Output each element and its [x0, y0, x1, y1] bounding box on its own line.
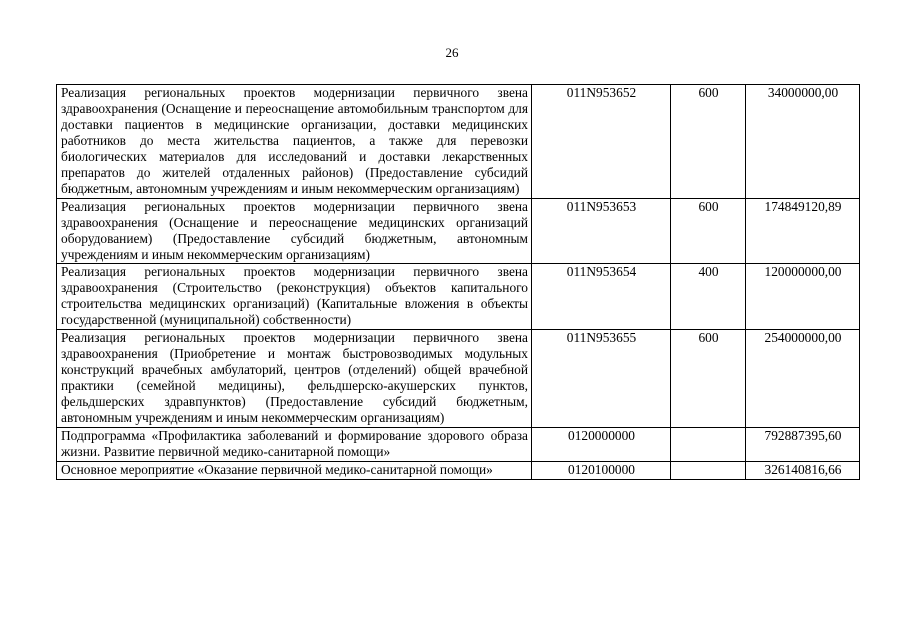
table-row — [57, 85, 860, 199]
expense-name-cell: Реализация региональных проектов модернизации первичного звена здравоохранения (Строительство (реконструкция) объектов капитального строительства медицинских организаций) (Капитальные вложения в объекты государственной (муниципальной) собственности) — [57, 264, 532, 330]
amount-cell: 34000000,00 — [746, 85, 860, 199]
expense-name-cell: Реализация региональных проектов модернизации первичного звена здравоохранения (Оснащение и переоснащение автомобильным транспортом для доставки пациентов в медицинские организации, доставки медицинских работников до места жительства пациентов, а также для перевозки биологических материалов для исследований и доставки лекарственных препаратов до жителей отдаленных районов) (Предоставление субсидий бюджетным, автономным учреждениям и иным некоммерческим организациям) — [57, 85, 532, 199]
amount-cell: 254000000,00 — [746, 330, 860, 428]
target-article-code-cell: 011N953655 — [532, 330, 671, 428]
table-row — [57, 428, 860, 462]
amount-cell: 326140816,66 — [746, 461, 860, 479]
table-row — [57, 198, 860, 264]
expense-type-cell: 600 — [671, 198, 746, 264]
target-article-code-cell: 011N953652 — [532, 85, 671, 199]
amount-cell: 120000000,00 — [746, 264, 860, 330]
expense-type-cell: 600 — [671, 330, 746, 428]
expense-name-cell: Реализация региональных проектов модернизации первичного звена здравоохранения (Оснащение и переоснащение медицинских организаций оборудованием) (Предоставление субсидий бюджетным, автономным учреждениям и иным некоммерческим организациям) — [57, 198, 532, 264]
expense-type-cell: 400 — [671, 264, 746, 330]
page-number: 26 — [445, 45, 459, 60]
target-article-code-cell: 011N953654 — [532, 264, 671, 330]
table-row — [57, 461, 860, 479]
target-article-code-cell: 011N953653 — [532, 198, 671, 264]
expense-type-cell: 600 — [671, 85, 746, 199]
table-row — [57, 264, 860, 330]
target-article-code-cell: 0120000000 — [532, 428, 671, 462]
amount-cell: 792887395,60 — [746, 428, 860, 462]
table-row — [57, 330, 860, 428]
expense-type-cell — [671, 428, 746, 462]
target-article-code-cell: 0120100000 — [532, 461, 671, 479]
budget-table — [56, 84, 860, 480]
amount-cell: 174849120,89 — [746, 198, 860, 264]
expense-name-cell: Подпрограмма «Профилактика заболеваний и формирование здорового образа жизни. Развитие первичной медико-санитарной помощи» — [57, 428, 532, 462]
expense-type-cell — [671, 461, 746, 479]
expense-name-cell: Реализация региональных проектов модернизации первичного звена здравоохранения (Приобретение и монтаж быстровозводимых модульных конструкций врачебных амбулаторий, центров (отделений) общей врачебной практики (семейной медицины), фельдшерско-акушерских пунктов, фельдшерских здравпунктов) (Предоставление субсидий бюджетным, автономным учреждениям и иным некоммерческим организациям) — [57, 330, 532, 428]
expense-name-cell: Основное мероприятие «Оказание первичной медико-санитарной помощи» — [57, 461, 532, 479]
